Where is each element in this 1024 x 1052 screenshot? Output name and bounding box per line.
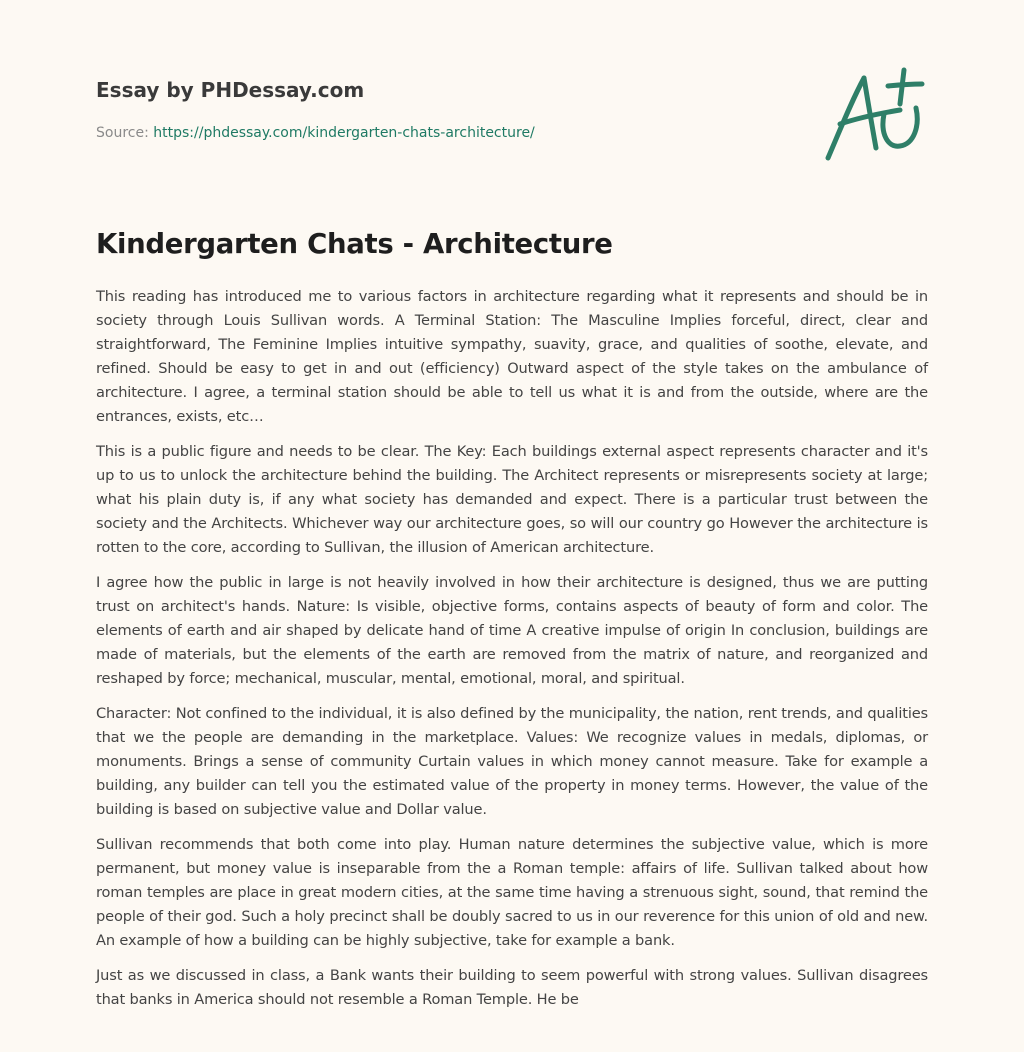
paragraph: This is a public figure and needs to be clear. The Key: Each buildings external aspect represents character and it's up to us to unlock the architecture behind the building. The Architect represents or misrepresents society at large; what his plain duty is, if any what society has demanded and expect. There is a particular trust between the society and the Architects. Whichever way our architecture goes, so will our country go However the architecture is rotten to the core, according to Sullivan, the illusion of American architecture. — [96, 443, 928, 556]
paragraph: Sullivan recommends that both come into play. Human nature determines the subjective value, which is more permanent, but money value is inseparable from the a Roman temple: affairs of life. Sullivan talked about how roman temples are place in great modern cities, at the same time having a strenuous sight, sound, that remind the people of their god. Such a holy precinct shall be doubly sacred to us in our reverence for this union of old and new. An example of how a building can be highly subjective, take for example a bank. — [96, 836, 928, 949]
a-plus-logo-icon — [818, 64, 930, 168]
paragraph: Just as we discussed in class, a Bank wants their building to seem powerful with strong values. Sullivan disagrees that banks in America should not resemble a Roman Temple. He be — [96, 967, 928, 1008]
site-brand: Essay by PHDessay.com — [96, 78, 365, 102]
paragraph: I agree how the public in large is not heavily involved in how their architecture is designed, thus we are putting trust on architect's hands. Nature: Is visible, objective forms, contains aspects of beauty of form and color. The elements of earth and air shaped by delicate hand of time A creative impulse of origin In conclusion, buildings are made of materials, but the elements of the earth are removed from the matrix of nature, and reorganized and reshaped by force; mechanical, muscular, mental, emotional, moral, and spiritual. — [96, 574, 928, 687]
source-link[interactable]: https://phdessay.com/kindergarten-chats-architecture/ — [153, 125, 535, 141]
essay-body — [96, 285, 928, 1023]
source-line — [96, 124, 796, 142]
essay-header — [96, 78, 796, 142]
source-label: Source: — [96, 125, 154, 141]
page-title: Kindergarten Chats - Architecture — [96, 228, 613, 260]
paragraph: Character: Not confined to the individual, it is also defined by the municipality, the nation, rent trends, and qualities that we the people are demanding in the marketplace. Values: We recognize values in medals, diplomas, or monuments. Brings a sense of community Curtain values in which money cannot measure. Take for example a building, any builder can tell you the estimated value of the property in money terms. However, the value of the building is based on subjective value and Dollar value. — [96, 705, 928, 818]
paragraph: This reading has introduced me to various factors in architecture regarding what it represents and should be in society through Louis Sullivan words. A Terminal Station: The Masculine Implies forceful, direct, clear and straightforward, The Feminine Implies intuitive sympathy, suavity, grace, and qualities of soothe, elevate, and refined. Should be easy to get in and out (efficiency) Outward aspect of the style takes on the ambulance of architecture. I agree, a terminal station should be able to tell us what it is and from the outside, where are the entrances, exists, etc… — [96, 288, 928, 425]
